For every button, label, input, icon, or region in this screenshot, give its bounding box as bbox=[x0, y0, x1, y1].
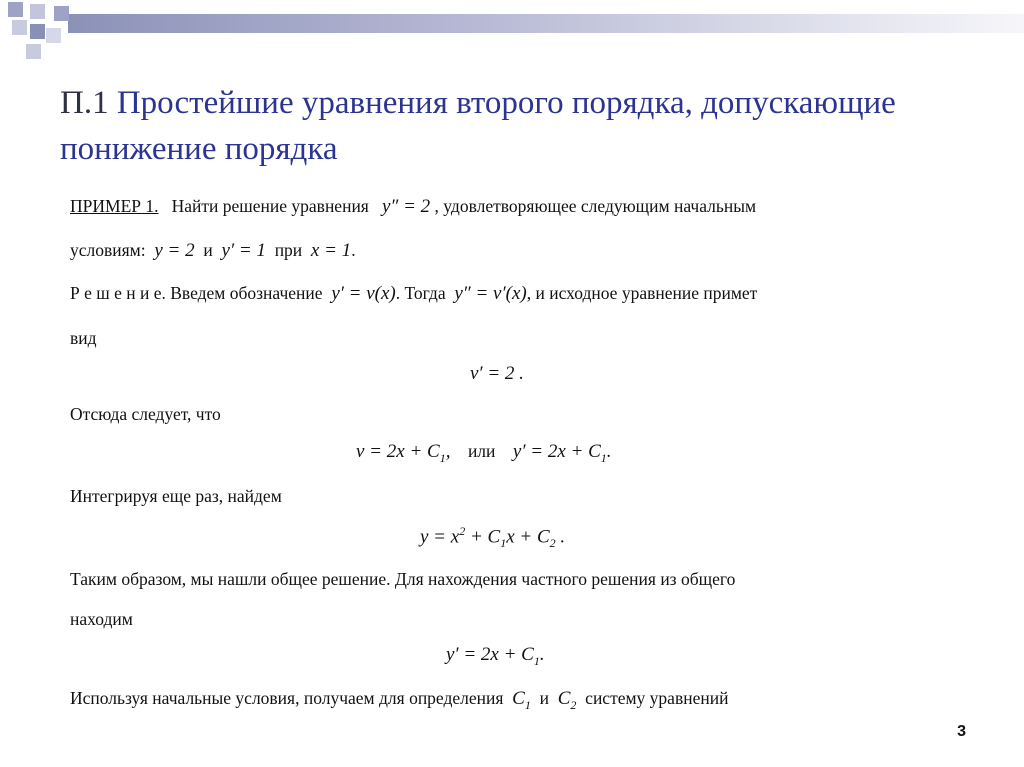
dot: . bbox=[351, 240, 356, 260]
text-and: и bbox=[203, 240, 213, 260]
eq-sub2: y″ = v′(x) bbox=[454, 283, 527, 304]
sub-c1: 1 bbox=[524, 697, 531, 712]
sub-2: 2 bbox=[549, 536, 556, 551]
corner-square-5 bbox=[30, 24, 45, 39]
sub-1: 1 bbox=[439, 450, 446, 465]
sub-1b: 1 bbox=[600, 450, 607, 465]
corner-square-6 bbox=[46, 28, 61, 43]
equation-v: $v = 2x + C_1$, или $y' = 2x + C_1$. bbox=[356, 441, 612, 465]
text-l9b: систему уравнений bbox=[585, 688, 729, 708]
text-at: при bbox=[274, 240, 303, 260]
eq-cond-y: y = 2 bbox=[154, 240, 195, 261]
sub-c2: 2 bbox=[570, 697, 577, 712]
equation-y: $y = x^2 + C_1x + C_2$ . bbox=[420, 524, 566, 551]
equation-v2: v′ = 2 . bbox=[470, 363, 524, 384]
eq-cond-x: x = 1 bbox=[310, 240, 352, 261]
page-number: 3 bbox=[957, 723, 966, 740]
eq-sub: y′ = v(x) bbox=[331, 283, 396, 304]
equation-yp2: $y' = 2x + C_1$. bbox=[446, 644, 545, 668]
text-l8: находим bbox=[70, 609, 133, 629]
text-l5: Отсюда следует, что bbox=[70, 404, 221, 424]
c2: C bbox=[557, 688, 571, 709]
line-9 bbox=[70, 688, 728, 713]
eq-v: v = 2x + C bbox=[356, 441, 440, 462]
text-l3b: . Тогда bbox=[395, 283, 446, 303]
line-5 bbox=[70, 404, 221, 425]
corner-square-7 bbox=[26, 44, 41, 59]
line-3 bbox=[70, 283, 757, 305]
page-title bbox=[60, 80, 960, 172]
line-8 bbox=[70, 609, 133, 630]
text-or: или bbox=[467, 441, 496, 461]
line-1 bbox=[70, 196, 756, 218]
text-and-2: и bbox=[539, 688, 549, 708]
corner-square-2 bbox=[30, 4, 45, 19]
solution-word: Р е ш е н и е. bbox=[70, 283, 166, 303]
line-7 bbox=[70, 569, 735, 590]
text-l3a: Введем обозначение bbox=[170, 283, 323, 303]
eq-yp2: y′ = 2x + C bbox=[446, 644, 534, 665]
sup-2: 2 bbox=[459, 524, 466, 538]
eq-y-rest2: x + C bbox=[506, 526, 550, 548]
eq-yp: y′ = 2x + C bbox=[512, 441, 601, 462]
line-4 bbox=[70, 328, 97, 349]
text-l9a: Используя начальные условия, получаем для определения bbox=[70, 688, 504, 708]
text-l7: Таким образом, мы нашли общее решение. Для нахождения частного решения из общего bbox=[70, 569, 736, 589]
eq-cond-yp: y′ = 1 bbox=[221, 240, 266, 261]
eq-ypp2: y″ = 2 bbox=[381, 196, 431, 217]
eq-y: y = x bbox=[420, 526, 460, 548]
eq-y-rest: + C bbox=[465, 526, 501, 548]
title-prefix: П.1 bbox=[60, 85, 117, 121]
text-l1b: , удовлетворяющее следующим начальным bbox=[434, 196, 757, 216]
text-l4: вид bbox=[70, 328, 97, 348]
text-l1a: Найти решение уравнения bbox=[171, 196, 369, 216]
sub-1d: 1 bbox=[533, 653, 540, 668]
line-2 bbox=[70, 240, 356, 262]
line-6 bbox=[70, 486, 282, 507]
text-l2a: условиям: bbox=[70, 240, 146, 260]
text-l3c: , и исходное уравнение примет bbox=[526, 283, 758, 303]
sub-1c: 1 bbox=[500, 536, 507, 551]
title-bar-decoration bbox=[68, 14, 1024, 33]
corner-square-1 bbox=[8, 2, 23, 17]
c1: C bbox=[512, 688, 525, 709]
text-l6: Интегрируя еще раз, найдем bbox=[70, 486, 282, 506]
example-label: ПРИМЕР 1. bbox=[70, 196, 159, 216]
corner-square-4 bbox=[12, 20, 27, 35]
corner-square-3 bbox=[54, 6, 69, 21]
title-main: Простейшие уравнения второго порядка, допускающие понижение порядка bbox=[60, 85, 896, 167]
